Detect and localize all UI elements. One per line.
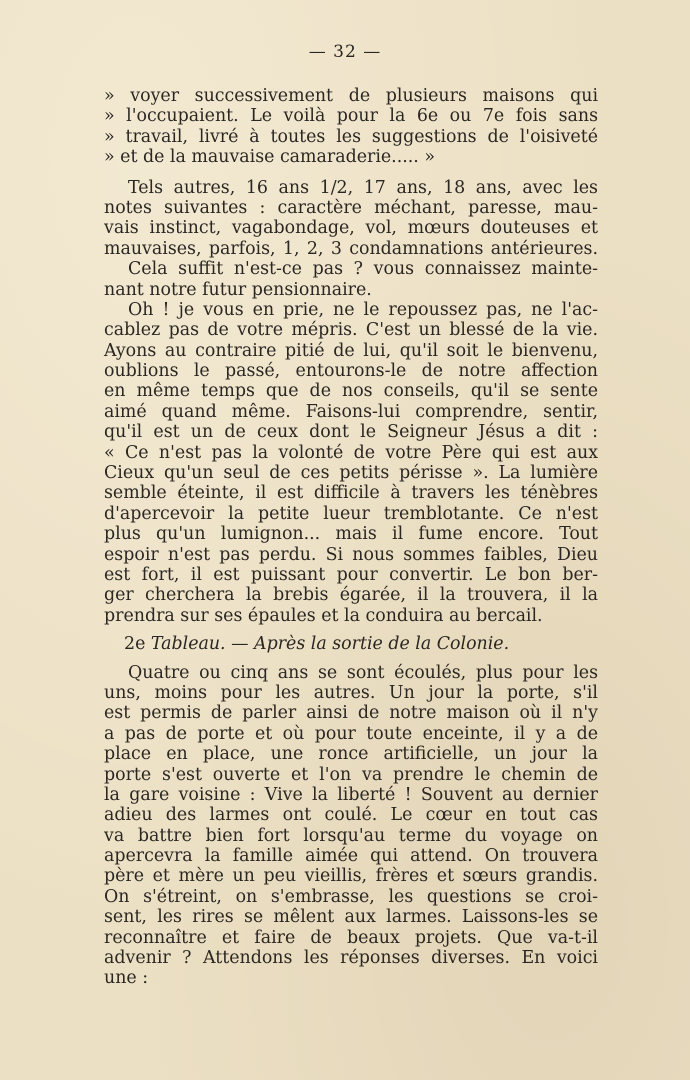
text-line: espoir n'est pas perdu. Si nous sommes faibles, Dieu: [104, 544, 598, 565]
paragraph: [104, 259, 598, 300]
section-heading: [104, 634, 598, 654]
body-text: [104, 86, 598, 989]
text-line: Cela suffit n'est-ce pas ? vous connaissez mainte-: [128, 259, 598, 280]
text-line: Oh ! je vous en prie, ne le repoussez pas, ne l'ac-: [128, 299, 598, 320]
text-line: la gare voisine : Vive la liberté ! Souvent au dernier: [104, 784, 598, 805]
text-line: « Ce n'est pas la volonté de votre Père qui est aux: [104, 442, 598, 463]
text-line: porte s'est ouverte et l'on va prendre le chemin de: [104, 764, 598, 785]
text-line: est fort, il est puissant pour convertir. Le bon ber-: [104, 564, 598, 585]
text-line: semble éteinte, il est difficile à travers les ténèbres: [104, 483, 598, 504]
text-line: père et mère un peu vieillis, frères et sœurs grandis.: [104, 866, 598, 887]
text-line: cablez pas de votre mépris. C'est un blessé de la vie.: [104, 320, 598, 341]
text-line: reconnaître et faire de beaux projets. Que va-t-il: [104, 927, 598, 948]
text-line: place en place, une ronce artificielle, un jour la: [104, 744, 598, 765]
text-line: est permis de parler ainsi de notre maison où il n'y: [104, 703, 598, 724]
text-line: Tels autres, 16 ans 1/2, 17 ans, 18 ans, avec les: [128, 177, 598, 198]
paragraph: [104, 663, 598, 989]
text-line: aimé quand même. Faisons-lui comprendre, sentir,: [104, 401, 598, 422]
section-title: Tableau. — Après la sortie de la Colonie.: [150, 634, 510, 655]
text-line: en même temps que de nos conseils, qu'il se sente: [104, 381, 598, 402]
page-number: — 32 —: [308, 42, 382, 62]
paragraph: [104, 300, 598, 626]
paragraph: [104, 178, 598, 260]
text-line: a pas de porte et où pour toute enceinte, il y a de: [104, 723, 598, 744]
text-line: Cieux qu'un seul de ces petits périsse ». La lumière: [104, 463, 598, 484]
text-line: ger cherchera la brebis égarée, il la trouvera, il la: [104, 585, 598, 606]
text-line: prendra sur ses épaules et la conduira au bercail.: [104, 605, 543, 626]
text-line: apercevra la famille aimée qui attend. On trouvera: [104, 846, 598, 867]
text-line: va battre bien fort lorsqu'au terme du voyage on: [104, 825, 598, 846]
text-line: Quatre ou cinq ans se sont écoulés, plus pour les: [128, 662, 598, 683]
text-line: advenir ? Attendons les réponses diverses. En voici: [104, 948, 598, 969]
text-line: Ayons au contraire pitié de lui, qu'il soit le bienvenu,: [104, 340, 598, 361]
text-line: » l'occupaient. Le voilà pour la 6e ou 7e fois sans: [104, 106, 598, 127]
text-line: nant notre futur pensionnaire.: [104, 279, 372, 300]
text-line: plus qu'un lumignon... mais il fume encore. Tout: [104, 524, 598, 545]
text-line: vais instinct, vagabondage, vol, mœurs douteuses et: [104, 218, 598, 239]
text-line: sent, les rires se mêlent aux larmes. Laissons-les se: [104, 907, 598, 928]
text-line: » et de la mauvaise camaraderie..... »: [104, 147, 435, 168]
text-line: une :: [104, 968, 149, 989]
text-line: On s'étreint, on s'embrasse, les questions se croi-: [104, 886, 598, 907]
text-line: notes suivantes : caractère méchant, paresse, mau-: [104, 197, 598, 218]
text-line: » voyer successivement de plusieurs maisons qui: [104, 86, 598, 106]
text-line: qu'il est un de ceux dont le Seigneur Jésus a dit :: [104, 422, 598, 443]
text-line: » travail, livré à toutes les suggestions de l'oisiveté: [104, 126, 598, 147]
text-line: mauvaises, parfois, 1, 2, 3 condamnations antérieures.: [104, 238, 598, 259]
text-line: adieu des larmes ont coulé. Le cœur en tout cas: [104, 805, 598, 826]
section-number: 2e: [124, 634, 146, 655]
text-line: uns, moins pour les autres. Un jour la porte, s'il: [104, 682, 598, 703]
text-line: d'apercevoir la petite lueur tremblotante. Ce n'est: [104, 503, 598, 524]
quotation-block: [104, 86, 598, 168]
text-line: oublions le passé, entourons-le de notre affection: [104, 361, 598, 382]
